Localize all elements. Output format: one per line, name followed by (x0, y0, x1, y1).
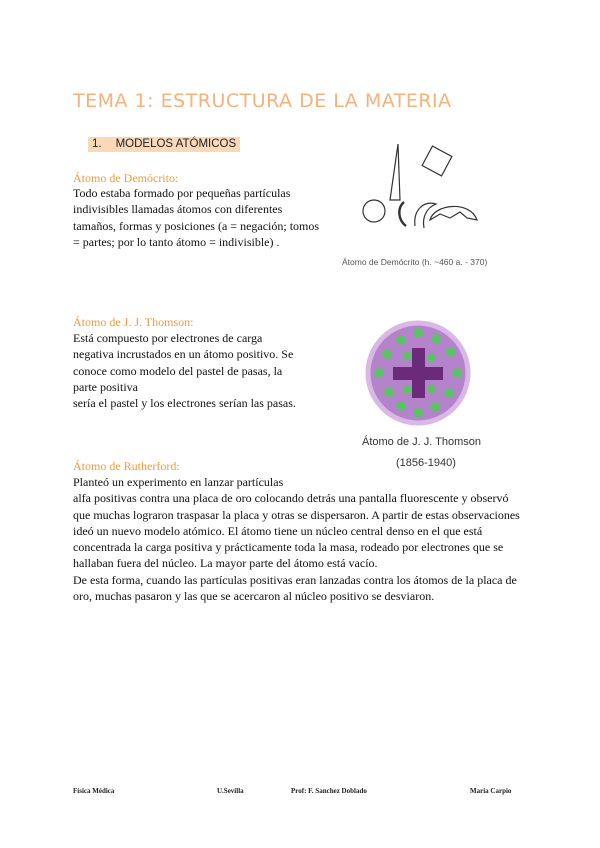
square-atom (422, 146, 452, 176)
electron (413, 328, 423, 338)
electron (445, 347, 455, 357)
electron (382, 349, 392, 359)
electron (430, 402, 440, 412)
section-number: 1. (92, 138, 102, 150)
democrito-caption: Átomo de Demócrito (h. ~460 a. - 370) (342, 257, 488, 267)
electron (396, 401, 406, 411)
democrito-paragraph: Todo estaba formado por pequeñas partículas indivisibles llamadas átomos con diferentes tamaños, formas y posiciones (a = negación; tomos = partes; por lo tanto átomo = indivisible) . (73, 186, 320, 249)
rutherford-paragraph (73, 474, 523, 604)
rutherford-body: alfa positivas contra una placa de oro colocando detrás una pantalla fluorescente y observó que muchas lograron traspasar la placa y otras se dispersaron. A partir de estas observaciones ideó un nuevo modelo atómico. El átomo tiene un núcleo central denso en el que está concentrada la carga positiva y prácticamente toda la masa, rodeado por electrones que se hallaban fuera del núcleo. La mayor parte del átomo está vacío. (73, 491, 520, 571)
footer-subject: Física Médica (73, 787, 115, 795)
dome-atom (430, 206, 477, 220)
electron (413, 408, 423, 418)
thomson-line-4: parte positiva (73, 379, 138, 394)
thomson-heading: Átomo de J. J. Thomson: (73, 315, 194, 329)
thomson-atom-figure (363, 318, 473, 428)
thomson-line-3: conoce como modelo del pastel de pasas, la (73, 363, 283, 378)
rutherford-heading: Átomo de Rutherford: (73, 459, 180, 473)
thomson-line-1: Está compuesto por electrones de carga (73, 331, 263, 345)
thomson-paragraph (73, 330, 353, 411)
page-title: TEMA 1: ESTRUCTURA DE LA MATERIA (73, 90, 452, 112)
footer-university: U.Sevilla (217, 787, 244, 795)
footer-professor: Prof: F. Sanchez Doblado (291, 787, 367, 795)
thomson-line-2: negativa incrustados en un átomo positivo. Se (73, 347, 294, 362)
electron (452, 368, 462, 378)
triangle-atom (390, 144, 400, 200)
thomson-caption-years: (1856-1940) (396, 457, 456, 469)
section-heading (88, 137, 240, 152)
democrito-heading: Átomo de Demócrito: (73, 171, 179, 185)
electron (374, 368, 384, 378)
circle-atom (363, 200, 385, 222)
electron (384, 387, 394, 397)
electron (403, 352, 412, 361)
electron (403, 386, 412, 395)
thomson-line-5: sería el pastel y los electrones serían las pasas. (73, 396, 296, 411)
thomson-caption-name: Átomo de J. J. Thomson (362, 436, 482, 448)
rutherford-line-1: Planteó un experimento en lanzar partículas (73, 475, 284, 489)
democrito-atoms-figure (352, 138, 512, 256)
electron (444, 388, 454, 398)
electron (431, 334, 441, 344)
electron (427, 385, 436, 394)
electron (427, 354, 436, 363)
section-label: MODELOS ATÓMICOS (115, 138, 237, 150)
crescent-atom (399, 202, 406, 226)
rutherford-conclusion: De esta forma, cuando las partículas positivas eran lanzadas contra los átomos de la placa de oro, muchas pasaron y las que se acercaron al núcleo positivo se desviaron. (73, 572, 517, 604)
footer-author: Maria Carpio (470, 787, 512, 795)
electron (396, 335, 406, 345)
